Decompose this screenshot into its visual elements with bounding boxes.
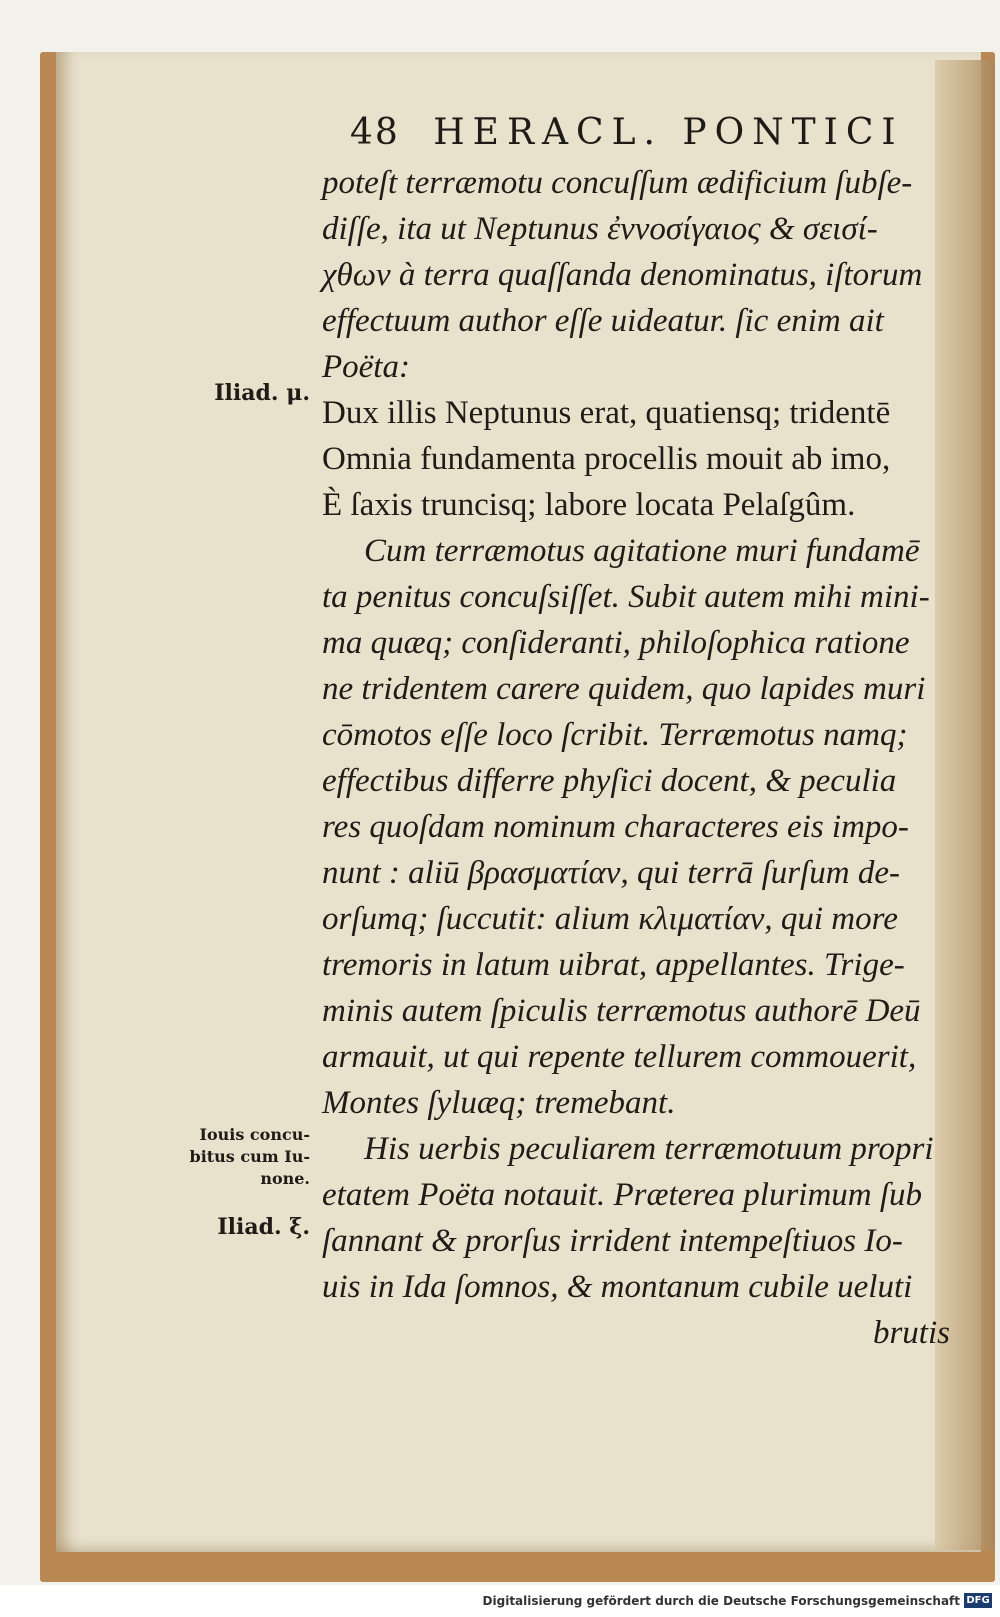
verse-line: Montes ſyluæq; tremebant.: [322, 1085, 676, 1121]
catchword: brutis: [872, 1315, 950, 1351]
verse-line: Dux illis Neptunus erat, quatiensq; tridentē: [322, 395, 891, 431]
text-line: diſſe, ita ut Neptunus ἐννοσίγαιος & σεισί-: [322, 211, 878, 247]
main-text: [322, 160, 962, 1356]
text-line: χθων à terra quaſſanda denominatus, iſtorum: [322, 257, 923, 293]
margin-note-line: none.: [260, 1169, 310, 1188]
text-line: etatem Poëta notauit. Præterea plurimum ſub: [322, 1177, 923, 1213]
text-line: His uerbis peculiarem terræmotuum propri: [364, 1131, 934, 1167]
margin-note-iliad-mu: Iliad. μ.: [214, 380, 310, 406]
running-title: HERACL. PONTICI: [433, 112, 904, 153]
text-line: Poëta:: [322, 349, 410, 385]
text-line: cōmotos eſſe loco ſcribit. Terræmotus namq;: [322, 717, 908, 753]
verse-line: È ſaxis truncisq; labore locata Pelaſgûm.: [322, 487, 856, 523]
margin-note-line: Iouis concu-: [199, 1125, 310, 1144]
margin-note-line: bitus cum Iu-: [189, 1147, 310, 1166]
margin-note-iliad-xi: Iliad. ξ.: [217, 1214, 310, 1240]
digitization-note: Digitalisierung gefördert durch die Deutsche Forschungsgemeinschaft: [482, 1594, 960, 1608]
footer-bar: [0, 1590, 1000, 1617]
text-line: ma quæq; conſideranti, philoſophica ratione: [322, 625, 910, 661]
text-line: Cum terræmotus agitatione muri fundamē: [364, 533, 920, 569]
text-line: effectuum author eſſe uideatur. ſic enim ait: [322, 303, 884, 339]
text-line: armauit, ut qui repente tellurem commouerit,: [322, 1039, 917, 1075]
text-line: uis in Ida ſomnos, & montanum cubile ueluti: [322, 1269, 913, 1305]
dfg-logo: DFG: [964, 1593, 992, 1608]
text-line: poteſt terræmotu concuſſum ædificium ſubſe-: [322, 165, 913, 201]
running-header: [350, 112, 950, 153]
text-line: ta penitus concuſsiſſet. Subit autem mihi mini-: [322, 579, 930, 615]
margin-note-iouis: [190, 1124, 311, 1190]
text-line: effectibus differre phyſici docent, & peculia: [322, 763, 897, 799]
page-number: 48: [350, 112, 400, 153]
text-line: ne tridentem carere quidem, quo lapides muri: [322, 671, 926, 707]
text-line: nunt : aliū βρασματίαν, qui terrā ſurſum de-: [322, 855, 901, 891]
text-line: res quoſdam nominum characteres eis impo-: [322, 809, 909, 845]
text-line: ſannant & prorſus irrident intempeſtiuos Io-: [322, 1223, 903, 1259]
verse-line: Omnia fundamenta procellis mouit ab imo,: [322, 441, 891, 477]
text-line: minis autem ſpiculis terræmotus authorē Deū: [322, 993, 921, 1029]
text-line: orſumq; ſuccutit: alium κλιματίαν, qui more: [322, 901, 898, 937]
text-line: tremoris in latum uibrat, appellantes. Trige-: [322, 947, 905, 983]
